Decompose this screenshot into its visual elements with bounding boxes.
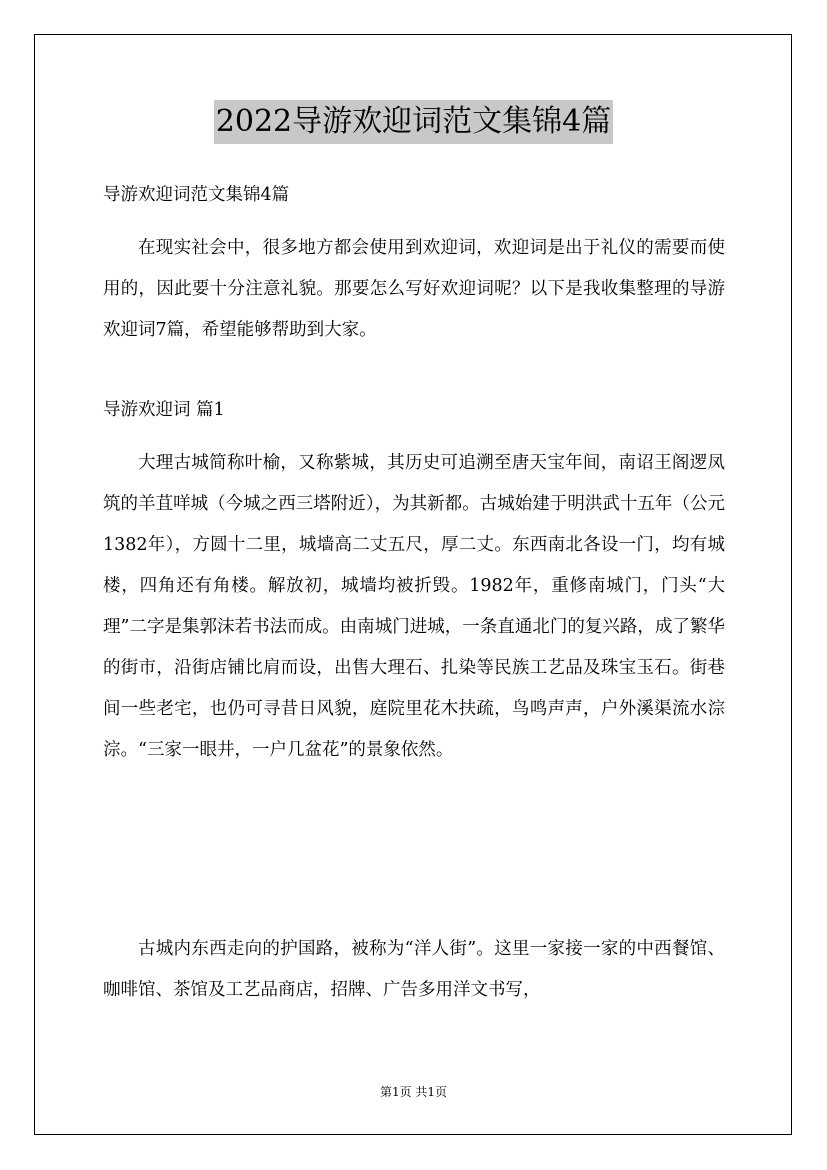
page-footer: 第1页 共1页 (379, 1085, 448, 1099)
document-title: 2022导游欢迎词范文集锦4篇 (214, 100, 613, 144)
body-paragraph-1: 大理古城简称叶榆，又称紫城，其历史可追溯至唐天宝年间，南诏王阁逻凤筑的羊苴咩城（今城之西三塔附近），为其新都。古城始建于明洪武十五年（公元1382年），方圆十二里，城墙高二丈五尺，厚二丈。东西南北各设一门，均有城楼，四角还有角楼。解放初，城墙均被折毁。1982年，重修南城门，门头“大理”二字是集郭沫若书法而成。由南城门进城，一条直通北门的复兴路，成了繁华的街市，沿街店铺比肩而设，出售大理石、扎染等民族工艺品及珠宝玉石。街巷间一些老宅，也仍可寻昔日风貌，庭院里花木扶疏，鸟鸣声声，户外溪渠流水淙淙。“三家一眼井，一户几盆花”的景象依然。 (103, 453, 725, 760)
intro-paragraph: 在现实社会中，很多地方都会使用到欢迎词，欢迎词是出于礼仪的需要而使用的，因此要十分注意礼貌。那要怎么写好欢迎词呢？以下是我收集整理的导游欢迎词7篇，希望能够帮助到大家。 (103, 238, 725, 340)
document-subtitle: 导游欢迎词范文集锦4篇 (103, 185, 290, 205)
body-paragraph-2: 古城内东西走向的护国路，被称为“洋人街”。这里一家接一家的中西餐馆、咖啡馆、茶馆及工艺品商店，招牌、广告多用洋文书写， (103, 939, 725, 1000)
section-heading: 导游欢迎词 篇1 (103, 400, 225, 420)
title-container (0, 100, 827, 144)
